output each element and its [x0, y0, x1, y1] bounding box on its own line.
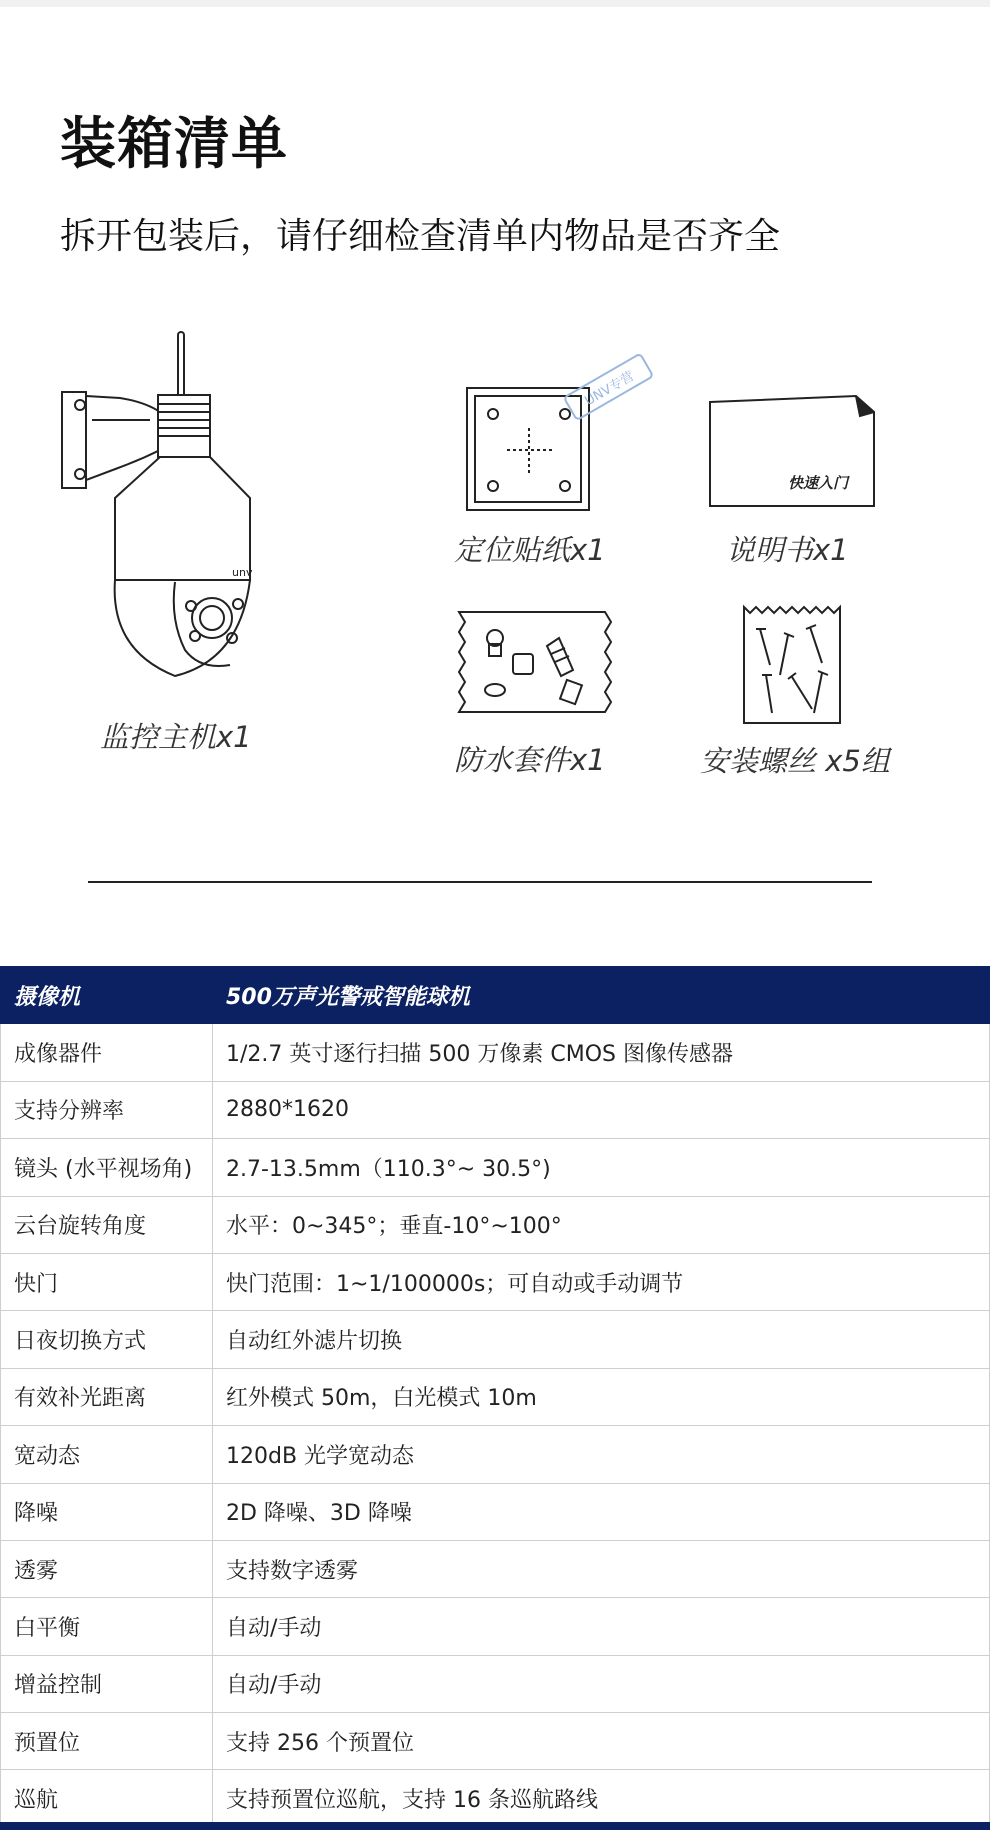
spec-header-key: 摄像机	[1, 967, 213, 1024]
table-row	[1, 1368, 990, 1425]
spec-value: 自动/手动	[213, 1655, 990, 1712]
spec-key: 巡航	[1, 1770, 213, 1827]
manual-label: 说明书x1	[726, 533, 849, 567]
table-row	[1, 1081, 990, 1138]
svg-text:UNV专营: UNV专营	[582, 369, 637, 410]
spec-key: 有效补光距离	[1, 1368, 213, 1425]
spec-value: 支持 256 个预置位	[213, 1713, 990, 1770]
spec-value: 2880*1620	[213, 1081, 990, 1138]
spec-key: 云台旋转角度	[1, 1196, 213, 1253]
table-row	[1, 1483, 990, 1540]
watermark-icon	[558, 346, 658, 426]
bottom-strip	[0, 1822, 990, 1830]
table-row	[1, 1770, 990, 1827]
spec-key: 日夜切换方式	[1, 1311, 213, 1368]
spec-key: 镜头 (水平视场角)	[1, 1139, 213, 1196]
page-title: 装箱清单	[60, 112, 288, 177]
spec-value: 支持预置位巡航，支持 16 条巡航路线	[213, 1770, 990, 1827]
waterproof-kit-item	[440, 610, 640, 780]
table-row	[1, 1311, 990, 1368]
section-divider	[88, 881, 872, 883]
spec-key: 支持分辨率	[1, 1081, 213, 1138]
camera-host-item	[0, 320, 300, 760]
screws-item	[690, 605, 930, 780]
spec-value: 2D 降噪、3D 降噪	[213, 1483, 990, 1540]
table-row	[1, 1540, 990, 1597]
positioning-sticker-label: 定位贴纸x1	[454, 533, 606, 567]
table-row	[1, 1598, 990, 1655]
spec-key: 成像器件	[1, 1024, 213, 1081]
spec-header-value: 500万声光警戒智能球机	[213, 967, 990, 1024]
top-strip	[0, 0, 990, 7]
manual-illustration	[708, 394, 878, 509]
table-row	[1, 1713, 990, 1770]
spec-value: 120dB 光学宽动态	[213, 1426, 990, 1483]
spec-table	[0, 966, 990, 1828]
spec-key: 预置位	[1, 1713, 213, 1770]
manual-cover-text: 快速入门	[788, 474, 849, 492]
spec-value: 水平：0~345°；垂直-10°~100°	[213, 1196, 990, 1253]
waterproof-kit-label: 防水套件x1	[454, 743, 606, 777]
spec-key: 降噪	[1, 1483, 213, 1540]
screws-label: 安装螺丝 x5组	[700, 744, 890, 778]
ptz-camera-illustration	[0, 320, 300, 690]
spec-key: 快门	[1, 1253, 213, 1310]
spec-value: 红外模式 50m，白光模式 10m	[213, 1368, 990, 1425]
table-row	[1, 1655, 990, 1712]
spec-value: 支持数字透雾	[213, 1540, 990, 1597]
spec-key: 宽动态	[1, 1426, 213, 1483]
spec-value: 2.7-13.5mm（110.3°~ 30.5°)	[213, 1139, 990, 1196]
table-row	[1, 1139, 990, 1196]
spec-header-row	[1, 967, 990, 1024]
spec-key: 增益控制	[1, 1655, 213, 1712]
spec-key: 透雾	[1, 1540, 213, 1597]
spec-value: 1/2.7 英寸逐行扫描 500 万像素 CMOS 图像传感器	[213, 1024, 990, 1081]
page-subtitle: 拆开包装后，请仔细检查清单内物品是否齐全	[60, 216, 781, 257]
spec-key: 白平衡	[1, 1598, 213, 1655]
camera-host-label: 监控主机x1	[100, 720, 252, 754]
spec-value: 自动/手动	[213, 1598, 990, 1655]
spec-value: 快门范围：1~1/100000s；可自动或手动调节	[213, 1253, 990, 1310]
manual-item	[700, 392, 900, 572]
table-row	[1, 1024, 990, 1081]
screws-illustration	[740, 605, 850, 725]
spec-value: 自动红外滤片切换	[213, 1311, 990, 1368]
watermark-stamp	[558, 346, 658, 426]
camera-logo: unv	[232, 566, 253, 579]
table-row	[1, 1253, 990, 1310]
table-row	[1, 1196, 990, 1253]
table-row	[1, 1426, 990, 1483]
waterproof-kit-illustration	[455, 610, 615, 715]
